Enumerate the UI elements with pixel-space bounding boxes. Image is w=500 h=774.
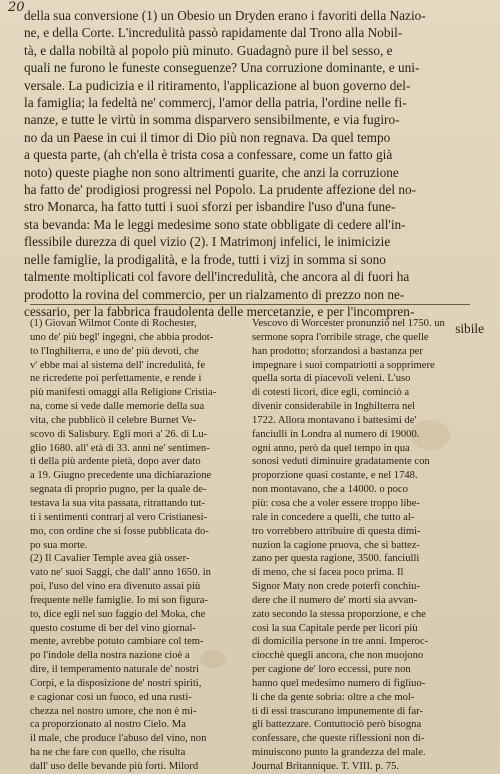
footnote-line: più: cosa che a voler essere troppo libe-: [252, 497, 420, 509]
footnote-line: vita, che pubblicò il celebre Burnet Ve-: [30, 414, 197, 426]
footnote-line: Signor Maty non crede poterfi conchiu-: [252, 581, 420, 593]
footnote-line: to, dice egli nel suo faggio del Moka, che: [30, 608, 206, 620]
footnote-line: di domicilia persone in tre anni. Imperoc-: [252, 636, 429, 648]
footnote-line: ti della più ardente pietà, dopo aver dato: [30, 456, 201, 468]
footnote-line: così la sua Capitale perde per licori più: [252, 622, 418, 634]
footnote-line: poi, l'uso del vino era divenuto assai più: [30, 581, 201, 593]
main-text-line: talmente moltiplicati col favore dell'incredulità, che ancora al di fuori ha: [24, 269, 410, 285]
main-text-line: della sua conversione (1) un Obesio un Dryden erano i favoriti della Nazio-: [24, 8, 426, 23]
footnote-line: ti di essi trascurano impunemente di far-: [252, 705, 423, 717]
footnote-line: ne ricredette poi perfettamente, e rende i: [30, 373, 202, 385]
footnote-line: dall' uso delle bevande più forti. Milord: [30, 761, 199, 772]
footnote-line: (2) Il Cavalier Temple avea già osser-: [30, 553, 190, 565]
footnote-line: fanciulli in Londra al numero di 19000.: [252, 428, 420, 440]
footnote-line: han prodotto; sforzandosi a bastanza per: [252, 345, 423, 357]
footnote-line: minuiscono punto la grandezza del male.: [252, 747, 426, 759]
footnotes-right-column: [252, 317, 490, 774]
main-text-line: nelle famiglie, la prodigalità, e la frode, tutti i vizj in somma si sono: [24, 251, 386, 267]
footnote-line: di meno, che si facea poco prima. Il: [252, 567, 404, 579]
main-text-line: la famiglia; la fedeltà ne' commercj, l'amor della patria, l'ordine nelle fi-: [24, 95, 407, 111]
footnote-line: più manifesti omaggi alla Religione Cristia-: [30, 387, 217, 399]
main-text-line: noto) queste piaghe non sono altrimenti guarite, che anzi la corruzione: [24, 164, 399, 180]
footnote-line: e cagionar così un fuoco, ed una rusti-: [30, 691, 192, 703]
main-text-line: a questa parte, (ah ch'ella è trista cosa a confessare, come un fatto già: [24, 147, 393, 163]
footnote-line: ti i sentimenti contrarj al vero Cristianesi-: [30, 511, 208, 523]
footnotes-left-column: [30, 317, 247, 774]
page-number: 20: [8, 0, 25, 15]
main-text-line: ha fatto de' prodigiosi progressi nel Popolo. La prudente affezione del no-: [24, 182, 417, 198]
main-text-line: ne, e della Corte. L'incredulità passò rapidamente dal Trono alla Nobil-: [24, 25, 403, 41]
footnote-line: (1) Giovan Wilmot Conte di Rochester,: [30, 318, 197, 329]
main-text-line: stro Monarca, ha fatto tutti i suoi sforzi per isbandire l'uso d'una fune-: [24, 199, 396, 215]
footnote-line: chezza nel nostro umore, che non è mi-: [30, 705, 197, 717]
footnote-line: Corpi, e la disposizione de' nostri spiriti,: [30, 677, 202, 689]
footnote-line: zano per questa ragione, 3500. fanciulli: [252, 553, 420, 565]
footnote-line: questo costume di ber del vino giornal-: [30, 622, 196, 634]
footnote-divider: [30, 304, 470, 305]
footnote-line: rale in concedere a quelli, che tutto al-: [252, 511, 415, 523]
footnote-line: ca proporzionato al nostro Cielo. Ma: [30, 719, 186, 731]
footnote-line: vato ne' suoi Saggi, che dall' anno 1650. in: [30, 567, 211, 579]
footnote-line: non montavano, che a 14000. o poco: [252, 484, 408, 496]
footnote-line: hanno quel medesimo numero di figliuo-: [252, 677, 426, 689]
main-text-line: sibile: [455, 321, 484, 337]
footnote-line: Vescovo di Worcester pronunziò nel 1750. un: [252, 318, 445, 329]
main-body-text: [24, 7, 488, 338]
footnote-line: Journal Britannique. T. VIII. p. 75.: [252, 761, 400, 772]
footnote-line: a 19. Giugno precedente una dichiarazione: [30, 470, 212, 482]
footnote-line: per cagione de' loro eccessi, pure non: [252, 664, 411, 676]
footnote-line: dere che il numero de' morti sia avvan-: [252, 594, 418, 606]
footnote-line: gli battezzare. Contuttociò però bisogna: [252, 719, 422, 731]
footnote-line: il male, che produce l'abuso del vino, non: [30, 733, 207, 745]
footnote-line: glio 1680. all' età di 33. anni ne' sentimen-: [30, 442, 210, 454]
main-text-line: quali ne furono le funeste conseguenze? Una corruzione dominante, e uni-: [24, 60, 420, 76]
main-text-line: tà, e dalla nobiltà al popolo più minuto. Guadagnò pure il bel sesso, e: [24, 42, 393, 58]
footnote-line: sonosi veduti diminuire gradatamente con: [252, 456, 430, 468]
main-text-line: versale. La pudicizia e il ritiramento, l'applicazione al buon governo del-: [24, 77, 411, 93]
footnote-line: frequente nelle famiglie. Io mi son figura-: [30, 594, 208, 606]
footnote-line: scovo di Salisbury. Egli morì a' 26. di Lu-: [30, 428, 208, 440]
footnote-line: uno de' più begl' ingegni, che abbia prodot-: [30, 331, 214, 343]
footnote-line: ha ne che fare con quello, che risulta: [30, 747, 186, 759]
main-text-line: nanze, e tutte le virtù in somma disparvero sensibilmente, e via fugiro-: [24, 112, 400, 128]
footnote-line: ciocchè quegli ancora, che non muojono: [252, 650, 424, 662]
footnote-line: nuzion la cagione pruova, che si battez-: [252, 539, 420, 551]
footnote-line: po sua morte.: [30, 539, 88, 551]
footnote-line: li che da gente sobria: oltre a che mol-: [252, 691, 415, 703]
footnote-line: di cotesti licori, dice egli, cominciò a: [252, 387, 410, 399]
footnote-line: sermone sopra l'orribile strage, che quelle: [252, 331, 429, 343]
main-text-line: flessibile durezza di quel vizio (2). I Matrimonj infelici, le inimicizie: [24, 234, 391, 250]
footnote-line: segnata di proprio pugno, per la quale de-: [30, 484, 207, 496]
footnote-line: tro vorrebbero attribuire di questa dimi-: [252, 525, 421, 537]
footnote-line: quella sorta di piacevoli veleni. L'uso: [252, 373, 411, 385]
main-text-line: prodotto la rovina del commercio, per un rialzamento di prezzo non ne-: [24, 286, 405, 302]
footnote-line: ogni anno, però da quel tempo in qua: [252, 442, 410, 454]
main-text-line: sta bevanda: Ma le leggi medesime sono state obbligate di cedere all'in-: [24, 216, 406, 232]
main-text-line: cessario, per la fabbrica fraudolenta delle mercetanzie, e per l'incompren-: [24, 303, 415, 319]
footnote-line: dire, il temperamento naturale de' nostri: [30, 664, 199, 676]
footnote-line: mo, con ordine che si fosse pubblicata do-: [30, 525, 209, 537]
footnote-line: impegnare i suoi compatriotti a sopprimere: [252, 359, 435, 371]
footnote-line: confessare, che queste riflessioni non di-: [252, 733, 425, 745]
footnote-line: na, come si vede dalle memorie della sua: [30, 401, 205, 413]
footnote-line: proporzione quasi costante, e nel 1748.: [252, 470, 418, 482]
footnote-line: divenir considerabile in Inghilterra nel: [252, 401, 415, 413]
footnote-line: mente, avrebbe potuto cambiare col tem-: [30, 636, 204, 648]
footnote-line: zato secondo la stessa proporzione, e che: [252, 608, 426, 620]
footnote-line: po l'indole della nostra nazione cioè a: [30, 650, 190, 662]
footnote-line: to l'Inghilterra, e uno de' più devoti, che: [30, 345, 199, 357]
footnote-line: v' ebbe mai al sistema dell' incredulità, fe: [30, 359, 206, 371]
main-text-line: no da un Paese in cui il timor di Dio più non regnava. Da quel tempo: [24, 129, 391, 145]
footnote-line: testava la sua vita passata, ritrattando tut-: [30, 497, 206, 509]
footnote-line: 1722. Allora montavano i battesimi de': [252, 414, 417, 426]
